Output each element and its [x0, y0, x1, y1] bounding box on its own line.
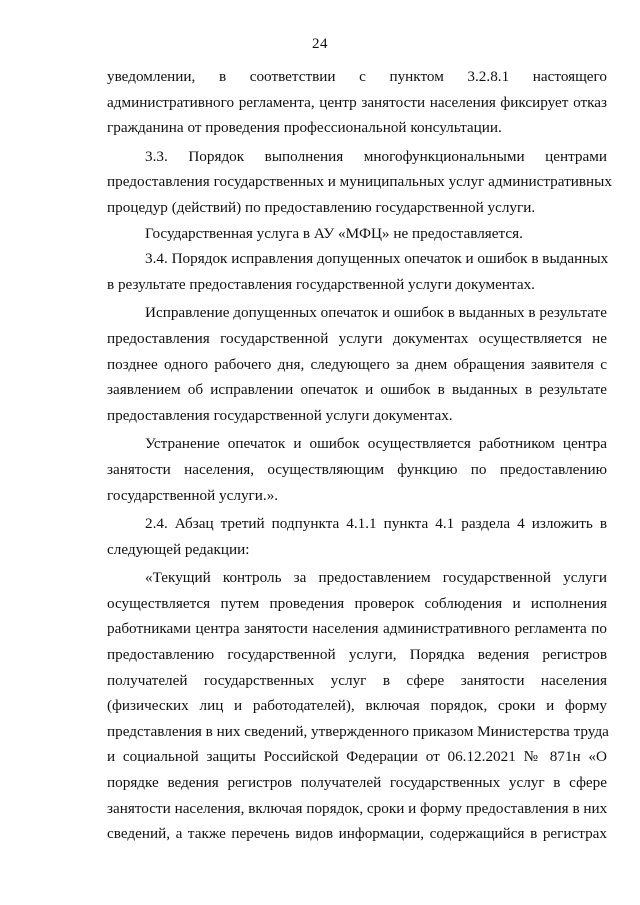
text-line: позднее одного рабочего дня, следующего за днем обращения заявителя с	[107, 355, 607, 373]
text-line: 3.4. Порядок исправления допущенных опечаток и ошибок в выданных	[145, 250, 609, 268]
paragraph-mfc-notice	[107, 221, 607, 247]
text-line: следующей редакции:	[107, 540, 250, 558]
paragraph-section-2-4	[107, 511, 607, 562]
page-number: 24	[312, 36, 328, 52]
text-line: административного регламента, центр занятости населения фиксирует отказ	[107, 93, 607, 111]
text-line: занятости населения, осуществляющим функцию по предоставлению	[107, 460, 607, 478]
text-line: занятости населения, включая порядок, сроки и форму предоставления в них	[107, 799, 608, 817]
text-line: сведений, а также перечень видов информации, содержащийся в регистрах	[107, 825, 607, 843]
text-line: порядке ведения регистров получателей государственных услуг в сфере	[107, 774, 607, 792]
text-line: гражданина от проведения профессиональной консультации.	[107, 119, 502, 137]
text-line: заявлением об исправлении опечаток и ошибок в выданных в результате	[107, 381, 607, 399]
text-line: и социальной защиты Российской Федерации от 06.12.2021 № 871н «О	[107, 748, 607, 766]
text-line: работниками центра занятости населения административного регламента по	[107, 620, 607, 638]
paragraph-elimination	[107, 431, 607, 508]
text-line: предоставлению государственной услуги, Порядка ведения регистров	[107, 646, 607, 664]
paragraph-section-3-3	[107, 144, 612, 221]
text-line: предоставления государственной услуги документах.	[107, 406, 453, 424]
text-line: получателей государственных услуг в сфере занятости населения	[107, 671, 607, 689]
paragraph-correction	[107, 300, 607, 428]
paragraph-current-control	[107, 565, 607, 847]
text-line: в результате предоставления государственной услуги документах.	[107, 275, 535, 293]
text-line: предоставления государственной услуги документах осуществляется не	[107, 329, 607, 347]
text-line: осуществляется путем проведения проверок соблюдения и исполнения	[107, 594, 607, 612]
paragraph-continuation-notice	[107, 64, 607, 141]
text-line: уведомлении, в соответствии с пунктом 3.2.8.1 настоящего	[107, 68, 607, 85]
text-line: предоставления государственных и муниципальных услуг административных	[107, 173, 612, 191]
text-line: Исправление допущенных опечаток и ошибок в выданных в результате	[145, 304, 607, 322]
paragraph-section-3-4	[107, 246, 607, 297]
text-line: Устранение опечаток и ошибок осуществляется работником центра	[145, 435, 607, 453]
text-line: 2.4. Абзац третий подпункта 4.1.1 пункта 4.1 раздела 4 изложить в	[145, 515, 607, 533]
text-line: представления в них сведений, утвержденного приказом Министерства труда	[107, 722, 609, 740]
text-line: 3.3. Порядок выполнения многофункциональными центрами	[145, 147, 607, 165]
text-line: «Текущий контроль за предоставлением государственной услуги	[145, 569, 607, 587]
text-line: государственной услуги.».	[107, 486, 279, 504]
text-line: процедур (действий) по предоставлению государственной услуги.	[107, 198, 536, 216]
document-body	[107, 64, 612, 847]
text-line: Государственная услуга в АУ «МФЦ» не предоставляется.	[145, 224, 523, 242]
text-line: (физических лиц и работодателей), включая порядок, сроки и форму	[107, 697, 607, 715]
